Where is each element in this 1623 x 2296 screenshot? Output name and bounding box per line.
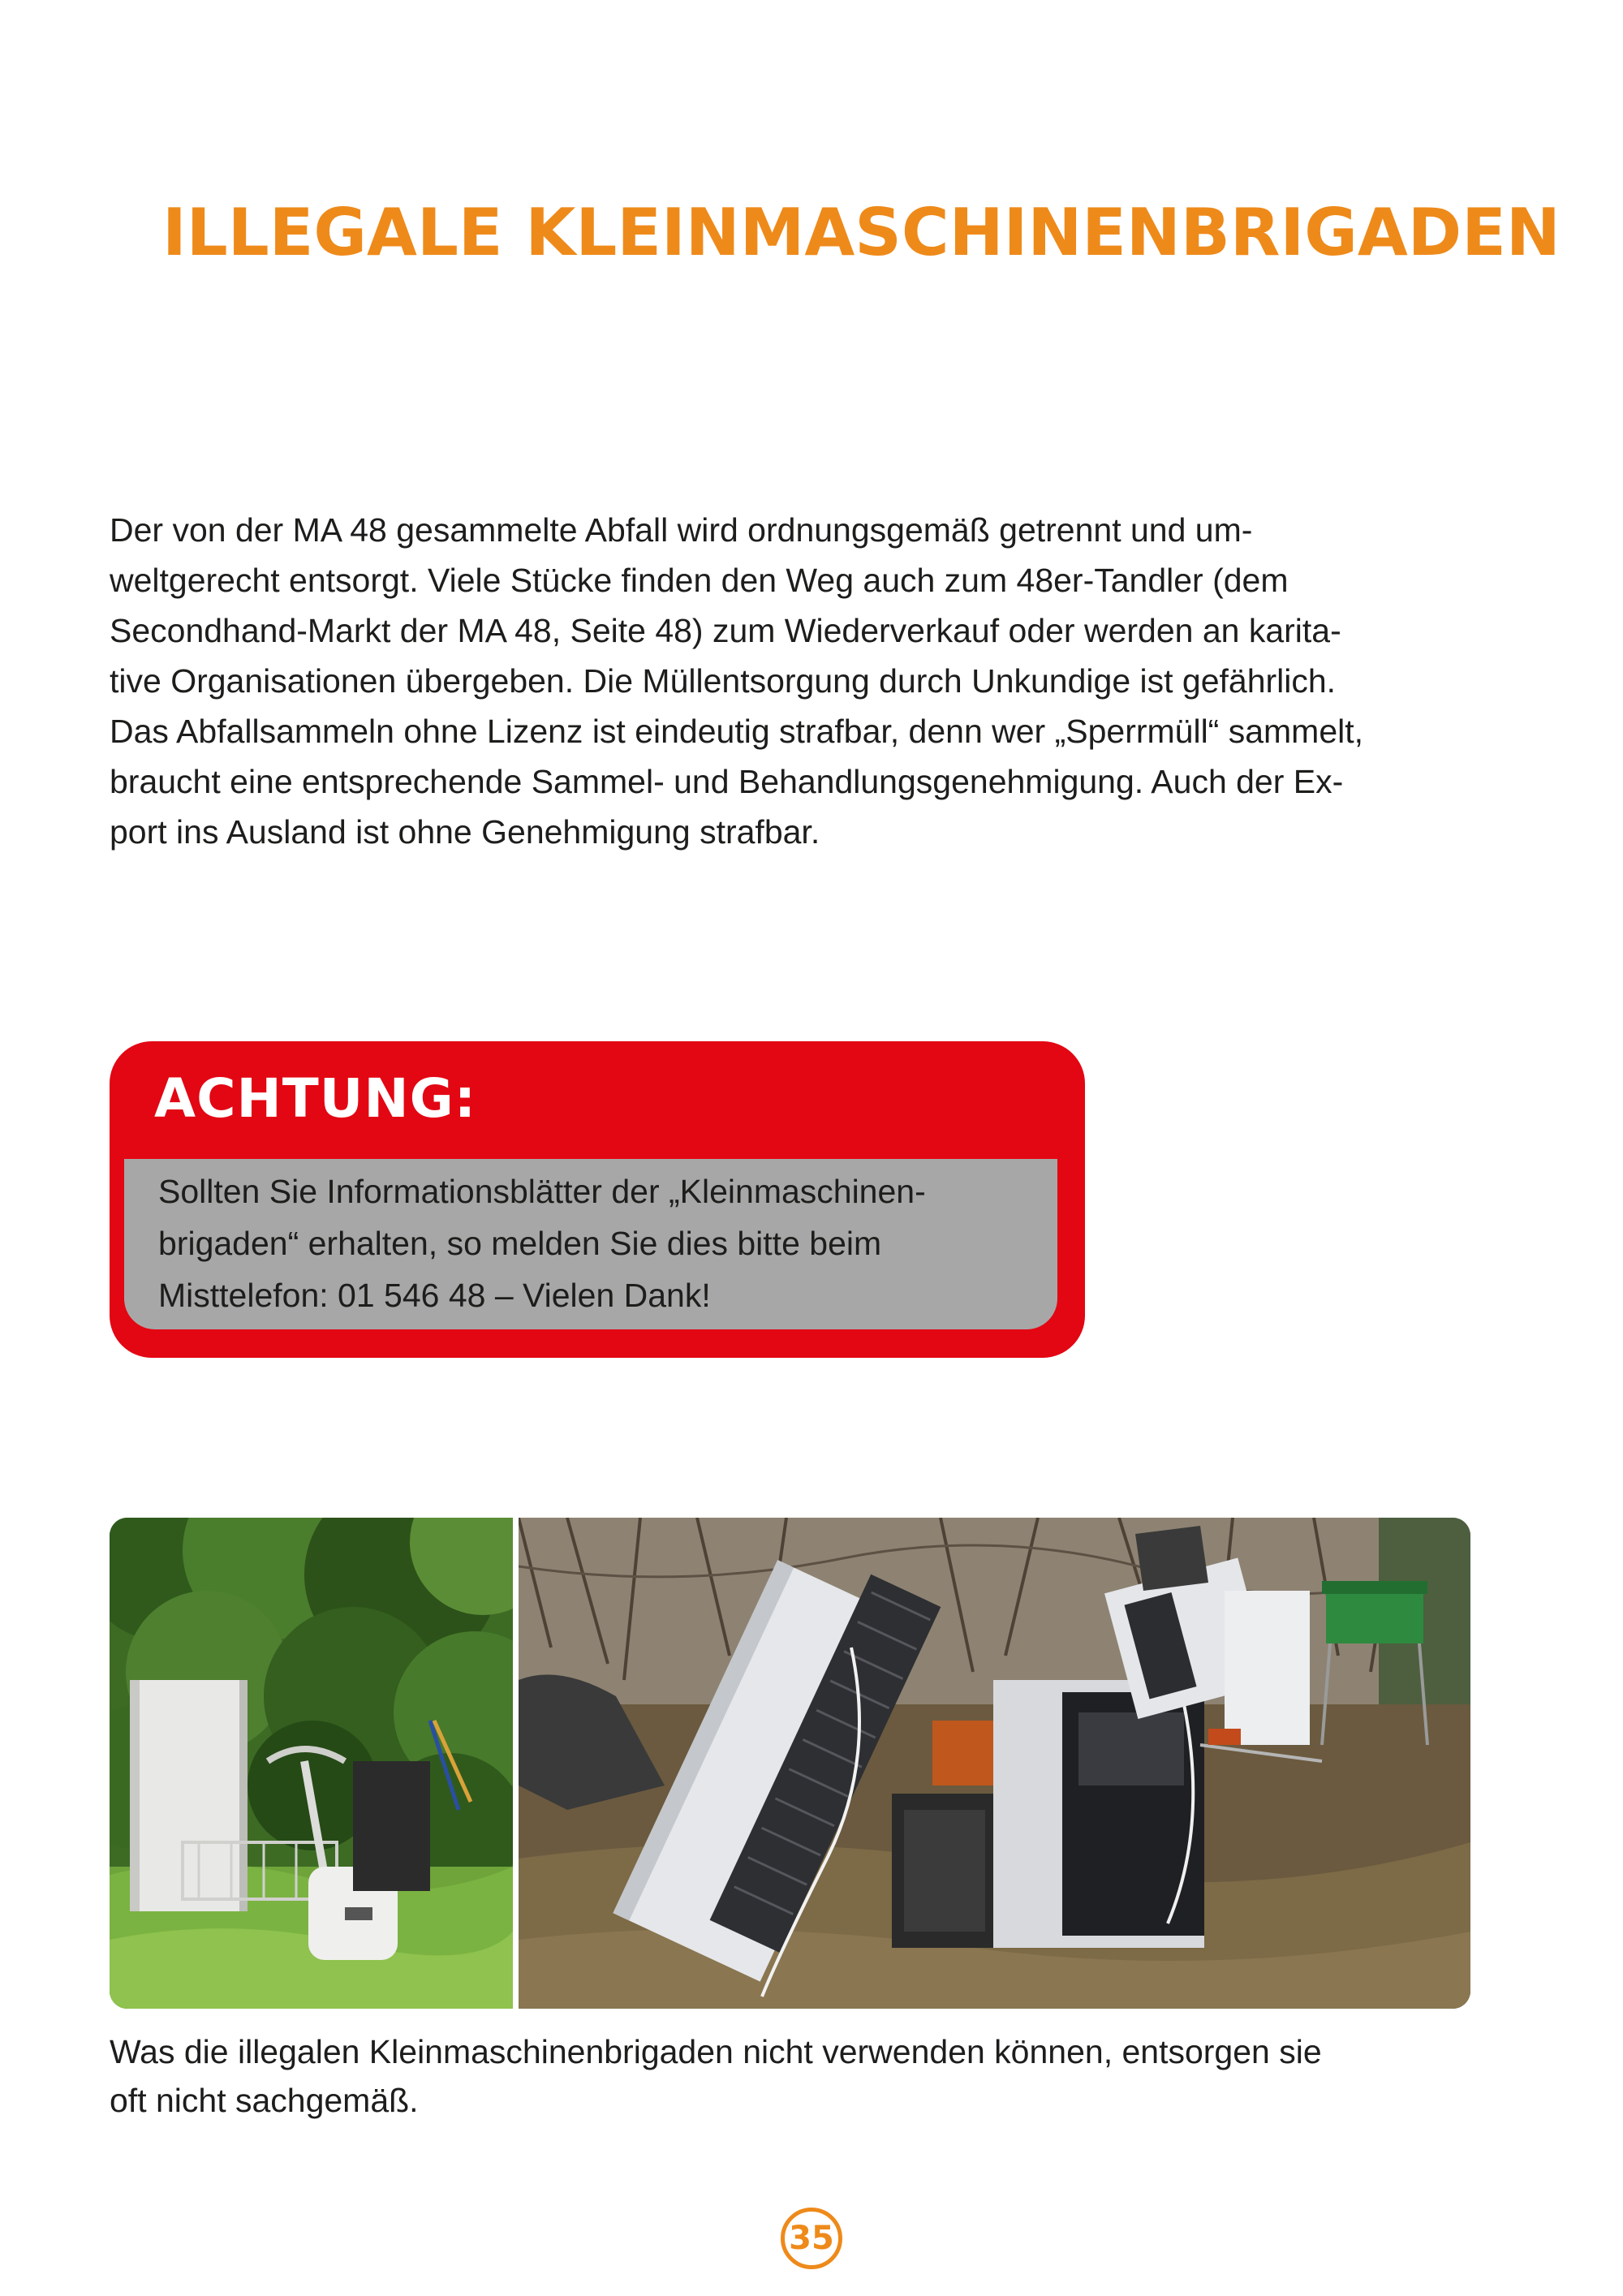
caption-line: oft nicht sachgemäß. <box>110 2082 419 2119</box>
attention-heading: ACHTUNG: <box>154 1067 477 1130</box>
intro-line: Secondhand-Markt der MA 48, Seite 48) zum Wiederverkauf oder werden an karita- <box>110 612 1341 649</box>
intro-paragraph <box>110 505 1473 857</box>
attention-line: Misttelefon: 01 546 48 – Vielen Dank! <box>158 1277 711 1314</box>
intro-line: tive Organisationen übergeben. Die Müllentsorgung durch Unkundige ist gefährlich. <box>110 662 1337 700</box>
intro-line: Das Abfallsammeln ohne Lizenz ist eindeutig strafbar, denn wer „Sperrmüll“ sammelt, <box>110 713 1364 750</box>
photo-dumped-appliances-hedge <box>110 1518 513 2009</box>
intro-line: Der von der MA 48 gesammelte Abfall wird ordnungsgemäß getrennt und um- <box>110 511 1253 549</box>
intro-line: braucht eine entsprechende Sammel- und Behandlungsgenehmigung. Auch der Ex- <box>110 763 1344 800</box>
attention-line: Sollten Sie Informationsblätter der „Kleinmaschinen- <box>158 1173 926 1210</box>
photo-dumped-fridges-forest <box>519 1518 1470 2009</box>
attention-box <box>110 1041 1085 1358</box>
page-number: 35 <box>781 2208 842 2269</box>
page-title: ILLEGALE KLEINMASCHINENBRIGADEN <box>162 195 1561 270</box>
attention-line: brigaden“ erhalten, so melden Sie dies bitte beim <box>158 1225 882 1262</box>
intro-line: weltgerecht entsorgt. Viele Stücke finden den Weg auch zum 48er-Tandler (dem <box>110 562 1289 599</box>
attention-body <box>124 1159 1057 1329</box>
photo-caption <box>110 2027 1473 2125</box>
intro-line: port ins Ausland ist ohne Genehmigung strafbar. <box>110 813 820 851</box>
caption-line: Was die illegalen Kleinmaschinenbrigaden nicht verwenden können, entsorgen sie <box>110 2033 1322 2070</box>
